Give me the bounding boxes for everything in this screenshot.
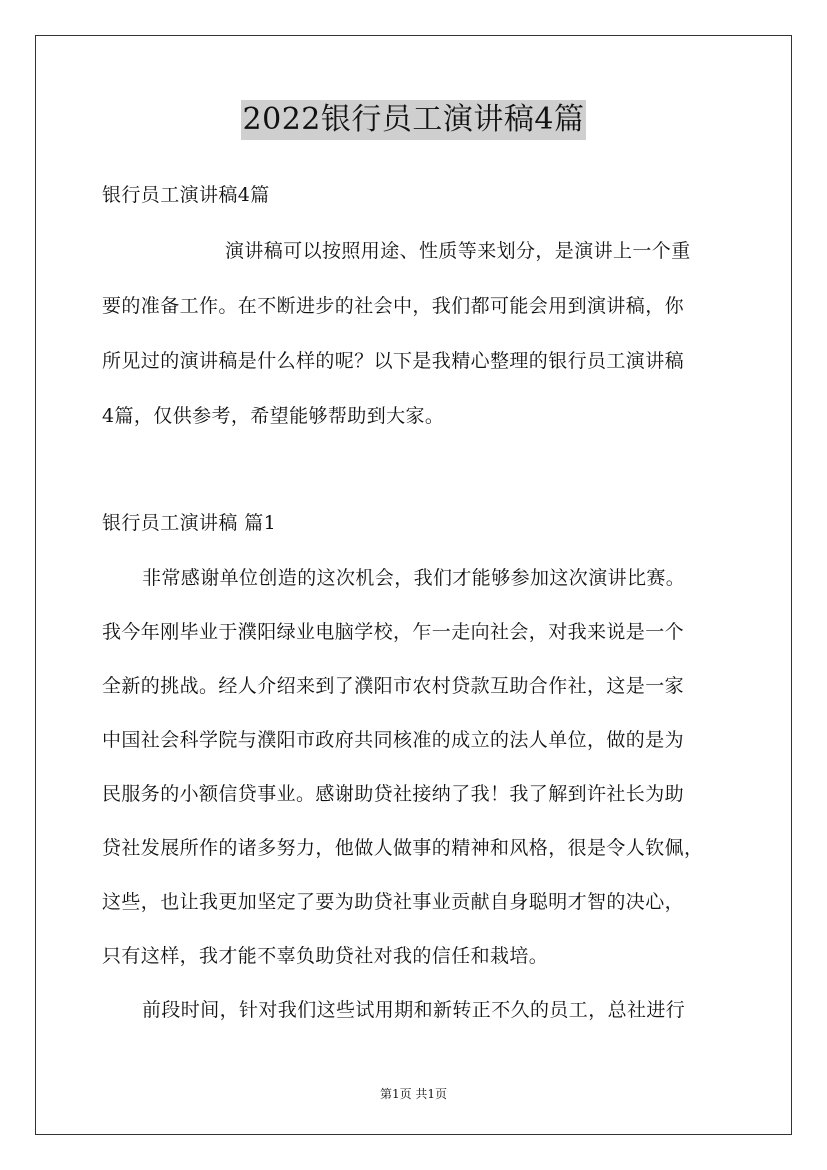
body-line: 中国社会科学院与濮阳市政府共同核准的成立的法人单位，做的是为 — [102, 729, 685, 751]
document-subtitle: 银行员工演讲稿4篇 — [102, 184, 270, 206]
body-line: 全新的挑战。经人介绍来到了濮阳市农村贷款互助合作社，这是一家 — [102, 675, 685, 697]
intro-line: 要的准备工作。在不断进步的社会中，我们都可能会用到演讲稿，你 — [102, 295, 685, 317]
body-line: 前段时间，针对我们这些试用期和新转正不久的员工，总社进行 — [142, 999, 686, 1021]
title-container — [0, 100, 827, 140]
body-line: 我今年刚毕业于濮阳绿业电脑学校，乍一走向社会，对我来说是一个 — [102, 621, 685, 643]
body-line: 这些，也让我更加坚定了要为助贷社事业贡献自身聪明才智的决心， — [102, 891, 685, 913]
body-line: 民服务的小额信贷事业。感谢助贷社接纳了我！我了解到许社长为助 — [102, 783, 685, 805]
intro-line: 4篇，仅供参考，希望能够帮助到大家。 — [102, 405, 445, 427]
body-line: 非常感谢单位创造的这次机会，我们才能够参加这次演讲比赛。 — [142, 567, 686, 589]
intro-line: 所见过的演讲稿是什么样的呢？以下是我精心整理的银行员工演讲稿 — [102, 350, 685, 372]
page-footer: 第1页 共1页 — [379, 1087, 448, 1101]
intro-line: 演讲稿可以按照用途、性质等来划分，是演讲上一个重 — [225, 240, 691, 262]
section-heading: 银行员工演讲稿 篇1 — [102, 512, 277, 534]
body-line: 贷社发展所作的诸多努力，他做人做事的精神和风格，很是令人钦佩， — [102, 837, 704, 859]
body-line: 只有这样，我才能不辜负助贷社对我的信任和栽培。 — [102, 945, 549, 967]
document-title: 2022银行员工演讲稿4篇 — [241, 100, 587, 140]
